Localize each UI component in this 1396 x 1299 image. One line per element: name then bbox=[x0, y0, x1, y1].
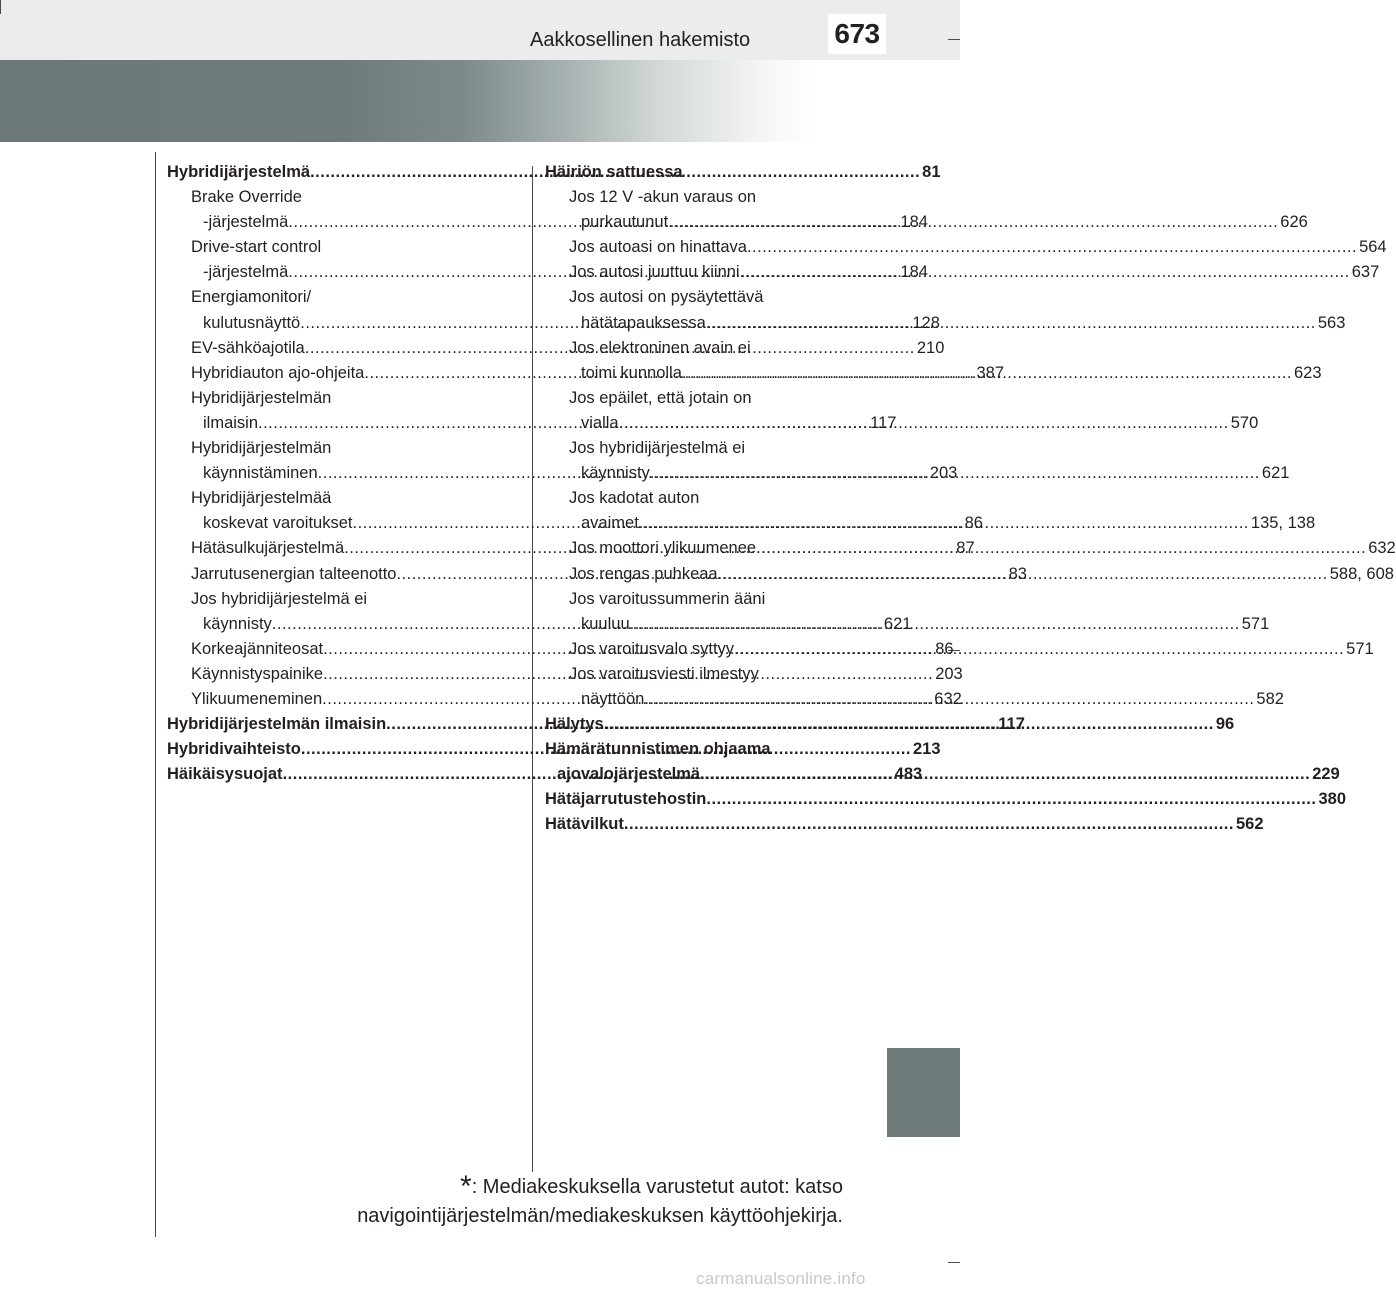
dot-leader bbox=[630, 612, 1240, 637]
index-entry-page[interactable]: 86 bbox=[935, 639, 954, 658]
dot-leader bbox=[682, 361, 1292, 386]
footnote bbox=[300, 1172, 843, 1231]
crop-mark bbox=[948, 39, 960, 40]
index-entry-page[interactable]: 563 bbox=[1317, 313, 1346, 332]
index-entry-label: käynnistäminen bbox=[203, 464, 318, 483]
index-entry-label: Hybridijärjestelmän bbox=[191, 439, 332, 458]
dot-leader bbox=[624, 812, 1234, 837]
index-entry bbox=[545, 812, 1264, 837]
index-entry bbox=[545, 737, 843, 762]
index-entry-page[interactable]: 203 bbox=[929, 464, 958, 483]
index-entry-page[interactable]: 632 bbox=[1368, 539, 1396, 558]
dot-leader bbox=[639, 511, 1249, 536]
index-entry-label: Jos varoitussummerin ääni bbox=[569, 589, 766, 608]
index-entry-label: kulutusnäyttö bbox=[203, 313, 301, 332]
index-entry bbox=[545, 285, 843, 310]
index-entry-page[interactable]: 571 bbox=[1241, 614, 1270, 633]
index-entry-label: Jos hybridijärjestelmä ei bbox=[569, 439, 746, 458]
index-entry-label: ilmaisin bbox=[203, 413, 259, 432]
footnote-line-2: navigointijärjestelmän/mediakeskuksen käyttöohjekirja. bbox=[357, 1205, 843, 1227]
index-entry-label: Hybridijärjestelmää bbox=[191, 489, 332, 508]
index-entry-label: Häiriön sattuessa bbox=[545, 163, 683, 181]
index-entry-label: Jos autosi on pysäytettävä bbox=[569, 288, 764, 307]
index-entry-page[interactable]: 117 bbox=[998, 715, 1025, 734]
index-entry-page[interactable]: 117 bbox=[870, 413, 897, 432]
index-entry-label: EV-sähköajotila bbox=[191, 338, 305, 357]
index-entry-page[interactable]: 621 bbox=[1261, 464, 1290, 483]
index-entry-label: Hybridijärjestelmän bbox=[191, 388, 332, 407]
index-entry-label: Drive-start control bbox=[191, 238, 322, 257]
index-entry-label: Korkeajänniteosat bbox=[191, 639, 324, 658]
index-entry-page[interactable]: 213 bbox=[912, 740, 941, 759]
dot-leader bbox=[668, 210, 1278, 235]
index-entry-label: Jos autosi juuttuu kiinni bbox=[569, 263, 740, 282]
index-entry-page[interactable]: 626 bbox=[1280, 213, 1308, 232]
index-entry-page[interactable]: 184 bbox=[900, 263, 928, 282]
index-entry-page[interactable]: 623 bbox=[1294, 363, 1322, 382]
index-entry-label: Ylikuumeneminen bbox=[191, 689, 323, 708]
index-entry bbox=[545, 787, 1346, 812]
index-entry-page[interactable]: 81 bbox=[922, 163, 941, 181]
index-entry bbox=[545, 486, 843, 511]
index-entry bbox=[545, 386, 843, 411]
section-title: Aakkosellinen hakemisto bbox=[530, 29, 751, 51]
dot-leader bbox=[619, 411, 1229, 436]
index-entry bbox=[545, 436, 843, 461]
index-entry-label: -järjestelmä bbox=[203, 213, 289, 232]
index-entry bbox=[545, 336, 843, 361]
index-entry-label: Brake Override bbox=[191, 188, 302, 207]
index-entry-page[interactable]: 128 bbox=[912, 313, 940, 332]
index-entry-label: Hybridijärjestelmän ilmaisin bbox=[167, 715, 387, 734]
index-entry-page[interactable]: 135, 138 bbox=[1250, 514, 1316, 533]
index-entry-page[interactable]: 203 bbox=[935, 664, 963, 683]
dot-leader bbox=[718, 562, 1328, 587]
index-entry-label: Käynnistyspainike bbox=[191, 664, 324, 683]
page-number: 673 bbox=[828, 14, 886, 54]
crop-mark bbox=[0, 0, 1, 14]
dot-leader bbox=[706, 787, 1316, 812]
left-margin-rule bbox=[155, 152, 156, 1237]
index-entry-page[interactable]: 632 bbox=[934, 689, 962, 708]
footnote-line-1 bbox=[300, 1172, 843, 1202]
index-entry-label: Hybridivaihteisto bbox=[167, 740, 301, 759]
index-entry-label: purkautunut bbox=[581, 213, 669, 232]
index-entry-page[interactable]: 571 bbox=[1346, 639, 1374, 658]
index-entry-page[interactable]: 387 bbox=[976, 363, 1004, 382]
index-entry-label: Jarrutusenergian talteenotto bbox=[191, 564, 397, 583]
dot-leader bbox=[644, 687, 1254, 712]
index-entry-label: Jos elektroninen avain ei bbox=[569, 338, 751, 357]
index-entry-label: Hälytys bbox=[545, 715, 604, 734]
dot-leader bbox=[734, 637, 1344, 662]
index-entry-label: Hybridiauton ajo-ohjeita bbox=[191, 363, 365, 382]
index-entry bbox=[167, 386, 464, 411]
index-entry bbox=[545, 662, 843, 687]
index-entry bbox=[545, 160, 843, 185]
index-entry-label: Hätäsulkujärjestelmä bbox=[191, 539, 345, 558]
index-entry-label: Jos moottori ylikuumenee bbox=[569, 539, 757, 558]
index-entry-page[interactable]: 229 bbox=[1312, 765, 1340, 784]
index-entry-label: Jos kadotat auton bbox=[569, 489, 700, 508]
footnote-text-1: : Mediakeskuksella varustetut autot: katso bbox=[471, 1176, 843, 1198]
index-entry-label: -järjestelmä bbox=[203, 263, 289, 282]
index-entry-page[interactable]: 564 bbox=[1359, 238, 1387, 257]
index-entry-label: vialla bbox=[581, 413, 619, 432]
index-entry-page[interactable]: 562 bbox=[1235, 815, 1264, 834]
index-entry-label: kuuluu bbox=[581, 614, 630, 633]
index-entry-label: Jos varoitusvalo syttyy bbox=[569, 639, 735, 658]
index-entry bbox=[167, 285, 464, 310]
dot-leader bbox=[650, 461, 1260, 486]
watermark: carmanualsonline.info bbox=[696, 1269, 866, 1288]
index-entry-label: Jos rengas puhkeaa bbox=[569, 564, 718, 583]
index-entry-label: Hätäjarrutustehostin bbox=[545, 790, 707, 809]
index-entry-page[interactable]: 86 bbox=[964, 514, 983, 533]
index-entry-page[interactable]: 83 bbox=[1008, 564, 1027, 583]
index-entry-label: Energiamonitori/ bbox=[191, 288, 312, 307]
index-entry-label: näyttöön bbox=[581, 689, 645, 708]
index-entry-label: käynnisty bbox=[581, 464, 650, 483]
dot-leader bbox=[740, 260, 1350, 285]
index-entry-label: Hybridijärjestelmä bbox=[167, 163, 311, 181]
index-entry-label: toimi kunnolla bbox=[581, 363, 682, 382]
index-entry-label: Jos epäilet, että jotain on bbox=[569, 388, 752, 407]
index-entry-page[interactable]: 184 bbox=[900, 213, 928, 232]
index-entry-label: Jos varoitusviesti ilmestyy bbox=[569, 664, 759, 683]
dot-leader bbox=[706, 311, 1316, 336]
index-entry bbox=[545, 185, 843, 210]
chapter-thumb-tab bbox=[887, 1048, 960, 1137]
index-entry-label: Jos hybridijärjestelmä ei bbox=[191, 589, 368, 608]
index-entry-label: avaimet bbox=[581, 514, 639, 533]
index-entry-page[interactable]: 588, 608 bbox=[1329, 564, 1394, 583]
dot-leader bbox=[604, 712, 1214, 737]
footnote-marker: * bbox=[460, 1170, 472, 1203]
index-entry-label: Jos 12 V -akun varaus on bbox=[569, 188, 757, 207]
index-entry-page[interactable]: 582 bbox=[1256, 689, 1284, 708]
index-entry-label: koskevat varoitukset bbox=[203, 514, 353, 533]
index-entry bbox=[545, 235, 1387, 260]
index-entry-page[interactable]: 210 bbox=[916, 338, 945, 357]
index-entry-page[interactable]: 570 bbox=[1230, 413, 1259, 432]
index-entry-label: Hämärätunnistimen ohjaama bbox=[545, 740, 771, 759]
index-entry bbox=[167, 486, 464, 511]
index-entry-label: ajovalojärjestelmä bbox=[557, 765, 701, 784]
index-entry-page[interactable]: 621 bbox=[883, 614, 912, 633]
index-entry bbox=[167, 185, 464, 210]
index-entry-label: hätätapauksessa bbox=[581, 313, 706, 332]
dot-leader bbox=[700, 762, 1310, 787]
header-bar bbox=[0, 0, 960, 60]
index-entry-label: Häikäisysuojat bbox=[167, 765, 283, 784]
header-gradient-band bbox=[0, 60, 888, 142]
index-entry-page[interactable]: 380 bbox=[1318, 790, 1346, 809]
crop-mark bbox=[948, 1262, 960, 1263]
index-entry-label: käynnisty bbox=[203, 614, 272, 633]
index-entry-page[interactable]: 483 bbox=[894, 765, 923, 784]
dot-leader bbox=[756, 536, 1366, 561]
index-entry-page[interactable]: 96 bbox=[1215, 715, 1235, 734]
index-entry-label: Jos autoasi on hinattava bbox=[569, 238, 747, 257]
index-entry-page[interactable]: 87 bbox=[956, 539, 975, 558]
index-entry-label: Hätävilkut bbox=[545, 815, 624, 834]
index-entry-page[interactable]: 637 bbox=[1351, 263, 1380, 282]
index-entry bbox=[167, 235, 464, 260]
index-entry bbox=[545, 587, 843, 612]
index-entry bbox=[167, 436, 464, 461]
index-entry bbox=[167, 587, 464, 612]
dot-leader bbox=[747, 235, 1357, 260]
